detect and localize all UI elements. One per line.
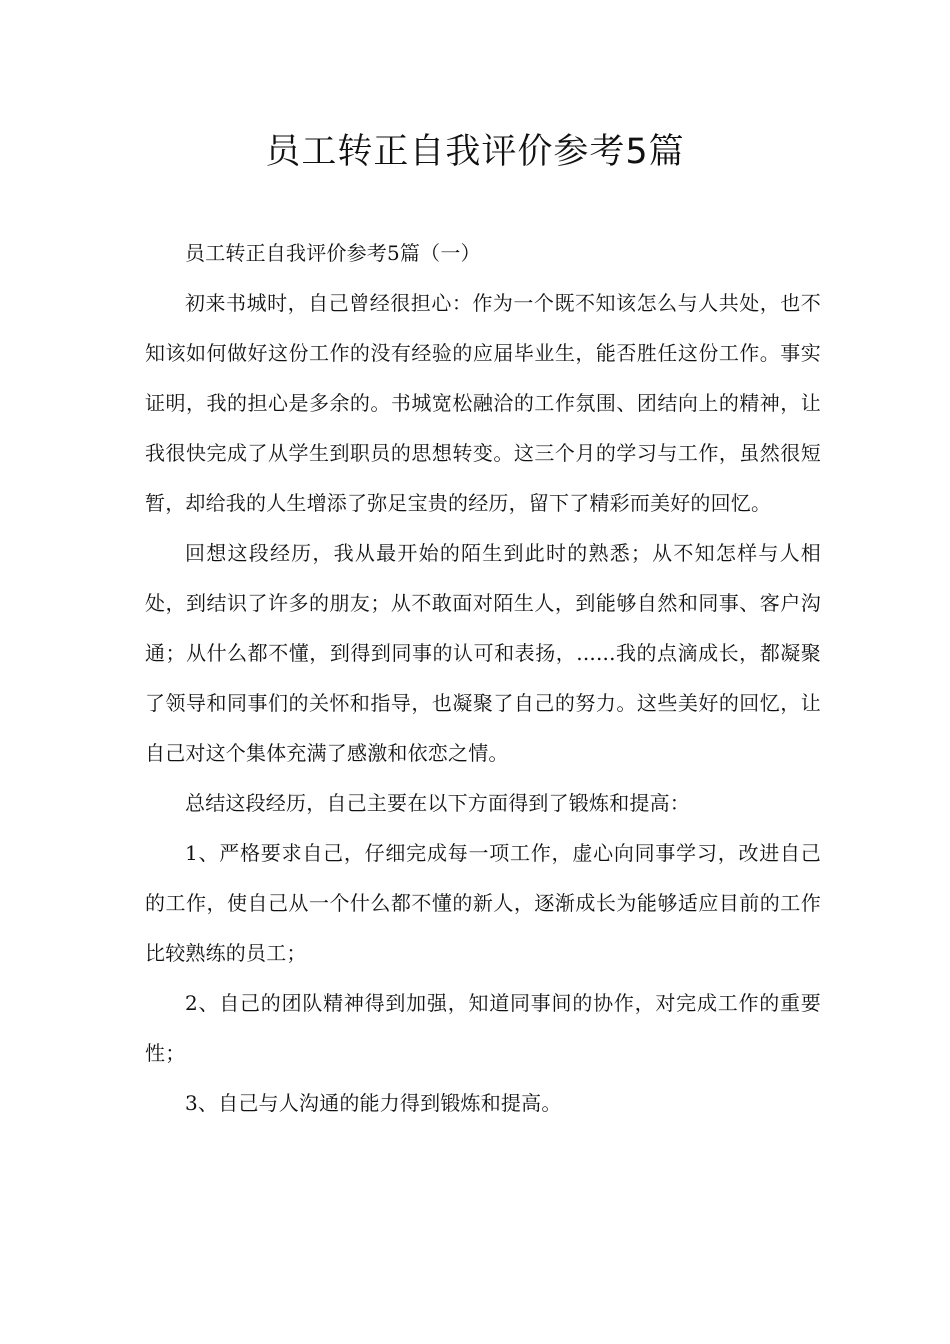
body-paragraph: 初来书城时，自己曾经很担心：作为一个既不知该怎么与人共处，也不知该如何做好这份工作的没有经验的应届毕业生，能否胜任这份工作。事实证明，我的担心是多余的。书城宽松融洽的工作氛围、团结向上的精神，让我很快完成了从学生到职员的思想转变。这三个月的学习与工作，虽然很短暂，却给我的人生增添了弥足宝贵的经历，留下了精彩而美好的回忆。 (145, 291, 821, 515)
subheading-paragraph: 员工转正自我评价参考5篇（一） (185, 241, 481, 265)
list-item-paragraph: 1、严格要求自己，仔细完成每一项工作，虚心向同事学习，改进自己的工作，使自己从一个什么都不懂的新人，逐渐成长为能够适应目前的工作比较熟练的员工； (145, 841, 821, 965)
body-paragraph: 回想这段经历，我从最开始的陌生到此时的熟悉；从不知怎样与人相处，到结识了许多的朋友；从不敢面对陌生人，到能够自然和同事、客户沟通；从什么都不懂，到得到同事的认可和表扬，......我的点滴成长，都凝聚了领导和同事们的关怀和指导，也凝聚了自己的努力。这些美好的回忆，让自己对这个集体充满了感激和依恋之情。 (145, 541, 821, 765)
list-item-paragraph: 2、自己的团队精神得到加强，知道同事间的协作，对完成工作的重要性； (145, 991, 821, 1065)
document-body (145, 228, 821, 1128)
document-title: 员工转正自我评价参考5篇 (265, 132, 685, 172)
list-item-paragraph: 3、自己与人沟通的能力得到锻炼和提高。 (185, 1091, 562, 1115)
body-paragraph: 总结这段经历，自己主要在以下方面得到了锻炼和提高： (185, 791, 690, 815)
